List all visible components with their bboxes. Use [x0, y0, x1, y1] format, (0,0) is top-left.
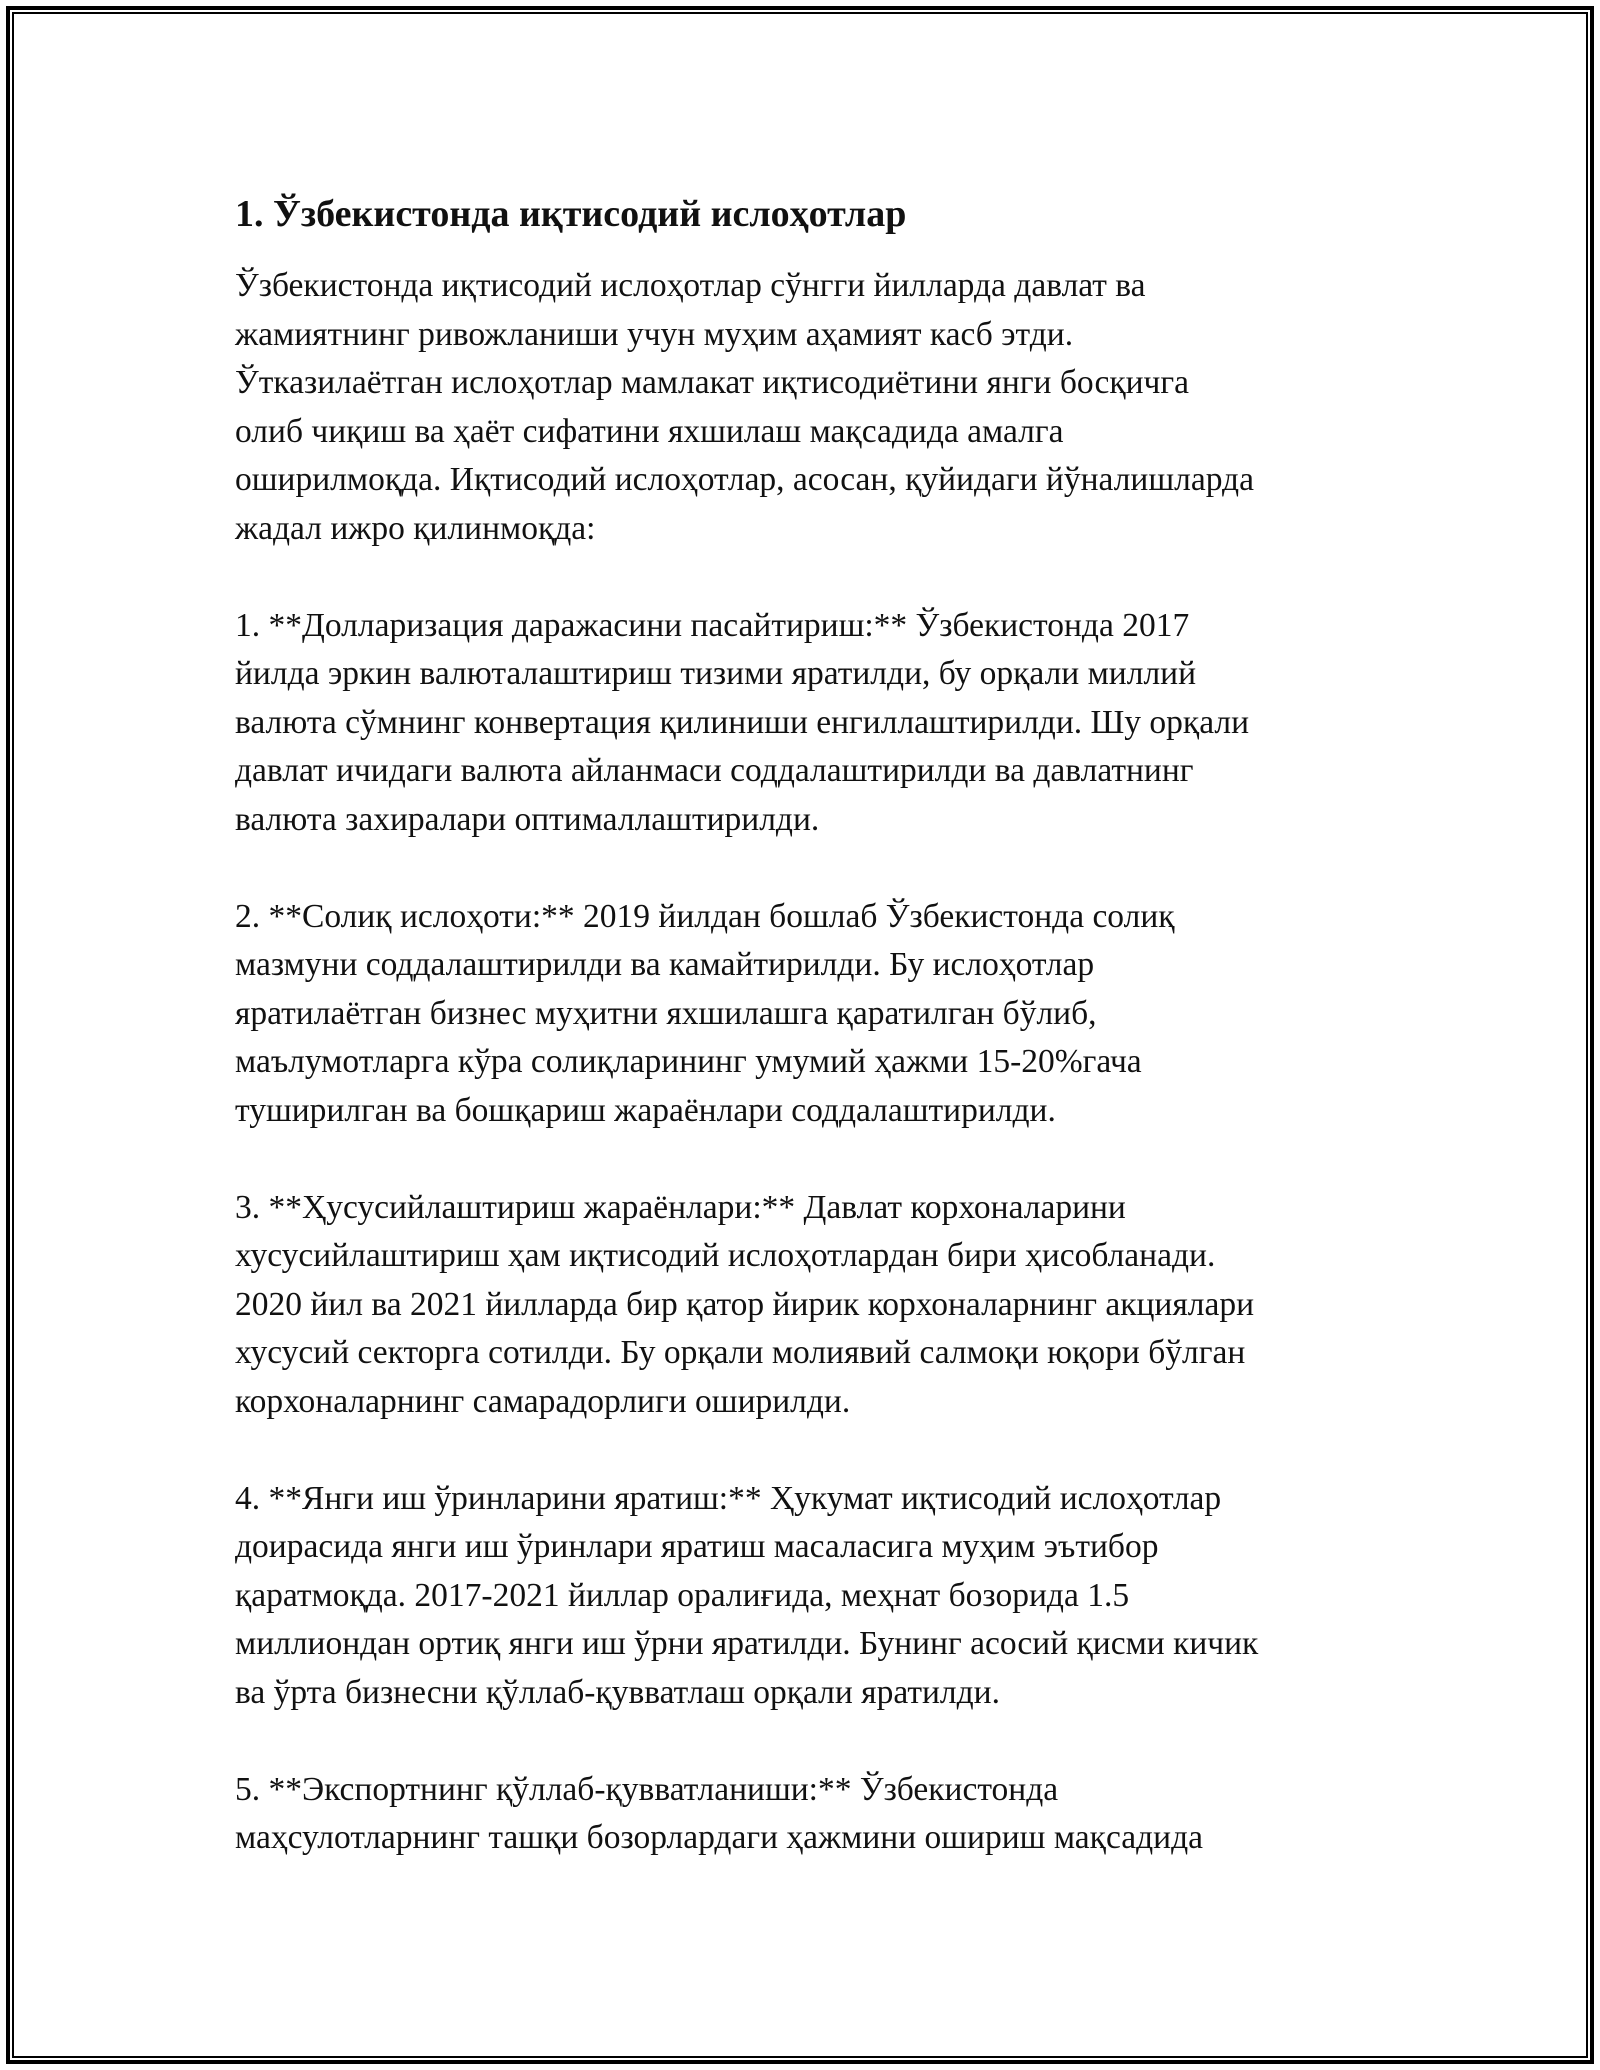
- text-line: хусусийлаштириш ҳам иқтисодий ислоҳотлардан бири ҳисобланади.: [235, 1237, 1216, 1274]
- text-line: ва ўрта бизнесни қўллаб-қувватлаш орқали яратилди.: [235, 1673, 1000, 1711]
- text-line: яратилаётган бизнес муҳитни яхшилашга қаратилган бўлиб,: [235, 994, 1097, 1032]
- list-item-tax-reform: [235, 893, 1375, 1136]
- list-item-export-support: [235, 1766, 1375, 1863]
- text-line: хусусий секторга сотилди. Бу орқали молиявий салмоқи юқори бўлган: [235, 1334, 1246, 1371]
- text-line: Ўзбекистонда иқтисодий ислоҳотлар сўнгги йилларда давлат ва: [235, 267, 1146, 304]
- text-line: йилда эркин валюталаштириш тизими яратилди, бу орқали миллий: [235, 655, 1197, 692]
- document-body: [235, 188, 1375, 1911]
- text-line: корхоналарнинг самарадорлиги оширилди.: [235, 1382, 851, 1420]
- text-line: доирасида янги иш ўринлари яратиш масаласига муҳим эътибор: [235, 1528, 1159, 1565]
- text-line: мазмуни соддалаштирилди ва камайтирилди. Бу ислоҳотлар: [235, 946, 1095, 983]
- text-line: валюта захиралари оптималлаштирилди.: [235, 800, 820, 838]
- text-line: 2020 йил ва 2021 йилларда бир қатор йирик корхоналарнинг акциялари: [235, 1285, 1255, 1323]
- text-line: 1. **Долларизация даражасини пасайтириш:** Ўзбекистонда 2017: [235, 606, 1190, 644]
- list-item-new-jobs: [235, 1475, 1375, 1718]
- document-title: 1. Ўзбекистонда иқтисодий ислоҳотлар: [235, 193, 907, 235]
- text-line: туширилган ва бошқариш жараёнлари соддалаштирилди.: [235, 1091, 1056, 1129]
- intro-paragraph: [235, 262, 1375, 553]
- text-line: 2. **Солиқ ислоҳоти:** 2019 йилдан бошлаб Ўзбекистонда солиқ: [235, 897, 1175, 935]
- text-line: валюта сўмнинг конвертация қилиниши енгиллаштирилди. Шу орқали: [235, 703, 1250, 741]
- text-line: миллиондан ортиқ янги иш ўрни яратилди. Бунинг асосий қисми кичик: [235, 1625, 1259, 1662]
- text-line: жадал ижро қилинмоқда:: [235, 509, 596, 547]
- text-line: оширилмоқда. Иқтисодий ислоҳотлар, асосан, қуйидаги йўналишларда: [235, 461, 1254, 498]
- text-line: 3. **Ҳусусийлаштириш жараёнлари:** Давлат корхоналарини: [235, 1188, 1126, 1226]
- list-item-privatization: [235, 1184, 1375, 1427]
- list-item-dollarization: [235, 602, 1375, 845]
- text-line: маълумотларга кўра солиқларининг умумий ҳажми 15-20%гача: [235, 1043, 1142, 1080]
- text-line: маҳсулотларнинг ташқи бозорлардаги ҳажмини ошириш мақсадида: [235, 1819, 1203, 1856]
- text-line: давлат ичидаги валюта айланмаси соддалаштирилди ва давлатнинг: [235, 752, 1194, 789]
- text-line: 4. **Янги иш ўринларини яратиш:** Ҳукумат иқтисодий ислоҳотлар: [235, 1479, 1222, 1517]
- text-line: 5. **Экспортнинг қўллаб-қувватланиши:** Ўзбекистонда: [235, 1770, 1059, 1808]
- text-line: Ўтказилаётган ислоҳотлар мамлакат иқтисодиётини янги босқичга: [235, 364, 1190, 401]
- text-line: олиб чиқиш ва ҳаёт сифатини яхшилаш мақсадида амалга: [235, 412, 1064, 450]
- text-line: жамиятнинг ривожланиши учун муҳим аҳамият касб этди.: [235, 315, 1074, 353]
- text-line: қаратмоқда. 2017-2021 йиллар оралиғида, меҳнат бозорида 1.5: [235, 1576, 1130, 1614]
